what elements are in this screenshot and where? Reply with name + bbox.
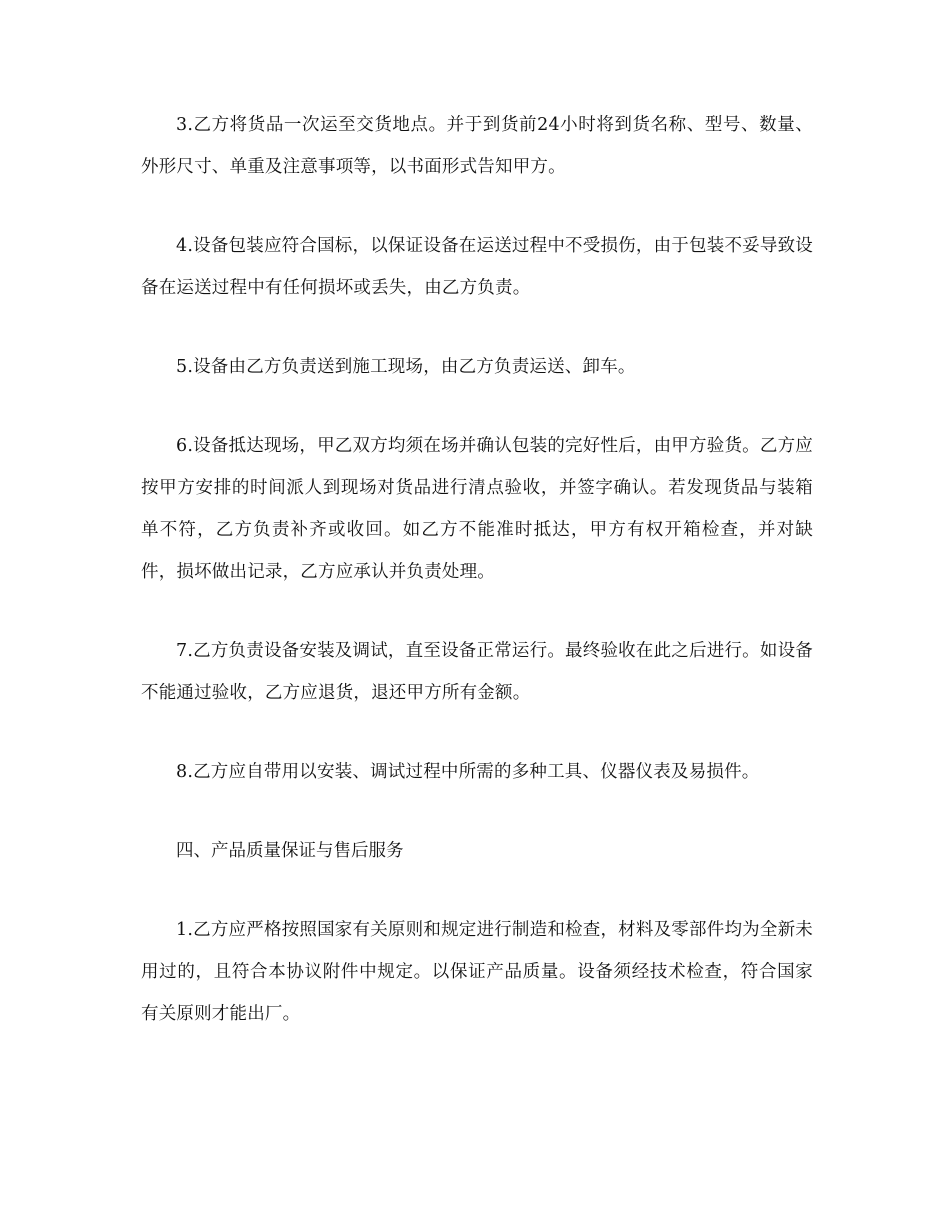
clause-3: 3.乙方将货品一次运至交货地点。并于到货前24小时将到货名称、型号、数量、外形尺寸、单重及注意事项等，以书面形式告知甲方。 (141, 115, 813, 177)
clause-6: 6.设备抵达现场，甲乙双方均须在场并确认包装的完好性后，由甲方验货。乙方应按甲方安排的时间派人到现场对货品进行清点验收，并签字确认。若发现货品与装箱单不符，乙方负责补齐或收回。如乙方不能准时抵达，甲方有权开箱检查，并对缺件，损坏做出记录，乙方应承认并负责处理。 (141, 436, 813, 582)
clause-4: 4.设备包装应符合国标，以保证设备在运送过程中不受损伤，由于包装不妥导致设备在运送过程中有任何损坏或丢失，由乙方负责。 (141, 236, 813, 298)
section-clause-1: 1.乙方应严格按照国家有关原则和规定进行制造和检查，材料及零部件均为全新未用过的，且符合本协议附件中规定。以保证产品质量。设备须经技术检查，符合国家有关原则才能出厂。 (141, 920, 813, 1024)
section-heading: 四、产品质量保证与售后服务 (176, 841, 404, 861)
clause-5: 5.设备由乙方负责送到施工现场，由乙方负责运送、卸车。 (176, 357, 636, 377)
document-body (141, 104, 813, 1072)
clause-8: 8.乙方应自带用以安装、调试过程中所需的多种工具、仪器仪表及易损件。 (176, 762, 760, 782)
clause-7: 7.乙方负责设备安装及调试，直至设备正常运行。最终验收在此之后进行。如设备不能通过验收，乙方应退货，退还甲方所有金额。 (141, 641, 813, 703)
